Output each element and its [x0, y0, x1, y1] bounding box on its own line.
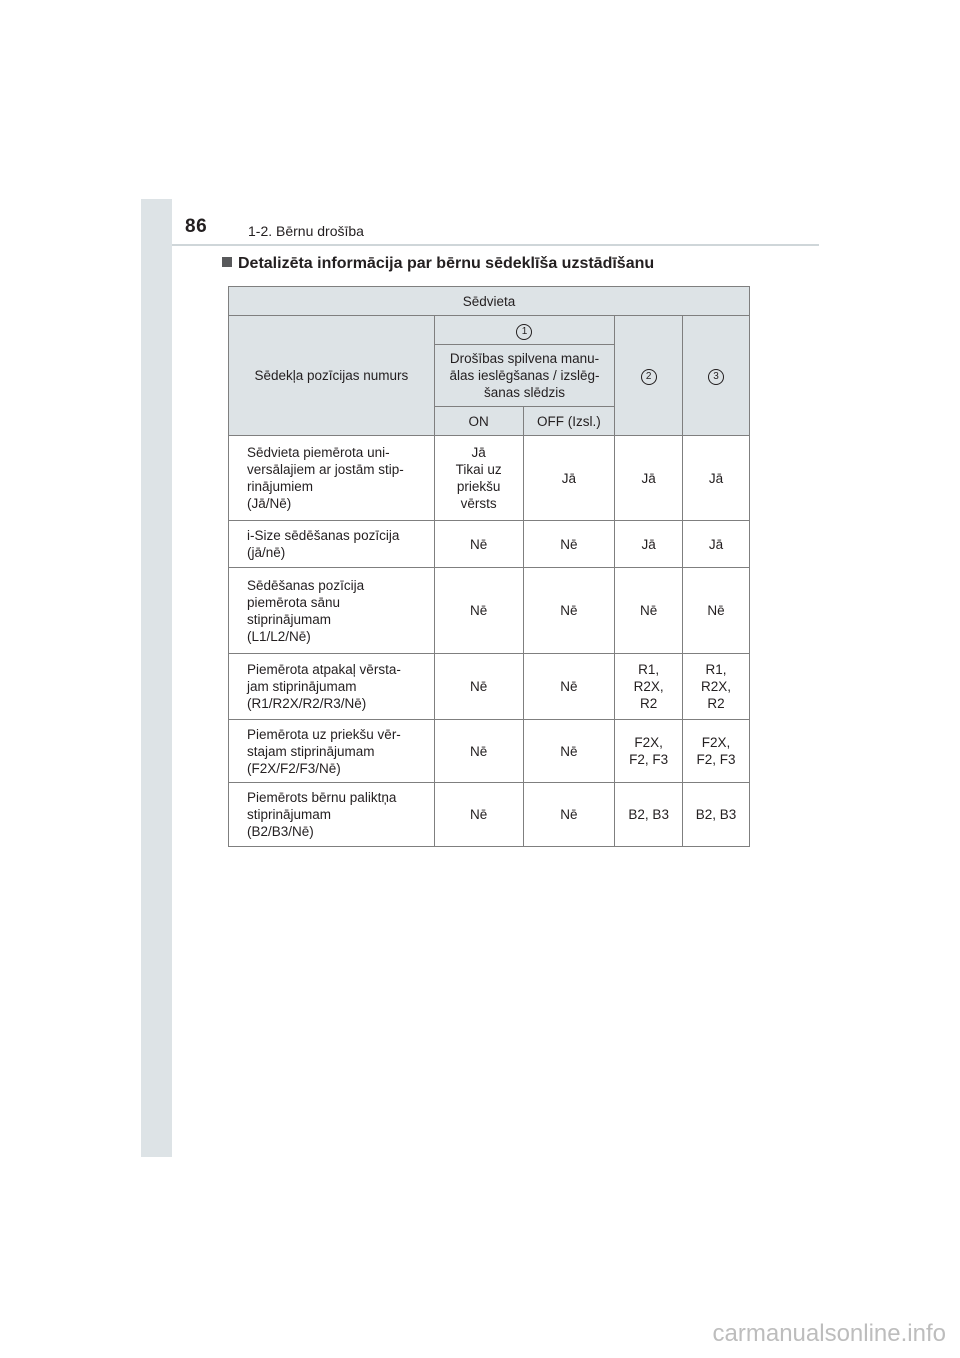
section-heading — [222, 255, 654, 273]
section-title: 1-2. Bērnu drošība — [248, 223, 364, 239]
cell-off: Nē — [523, 720, 615, 783]
seat-header: Sēdvieta — [229, 287, 750, 316]
cell-seat-3: F2X, F2, F3 — [683, 720, 750, 783]
seat-2-number: 2 — [641, 369, 657, 385]
seat-3-header — [683, 316, 750, 436]
table-row — [229, 521, 750, 568]
cell-seat-2: Jā — [615, 436, 683, 521]
row-label: Sēdvieta piemērota uni- versālajiem ar jostām stip- rinājumiem (Jā/Nē) — [229, 436, 435, 521]
cell-seat-2: Jā — [615, 521, 683, 568]
cell-seat-3: R1, R2X, R2 — [683, 654, 750, 720]
cell-on: Nē — [434, 720, 523, 783]
row-label: Sēdēšanas pozīcija piemērota sānu stiprinājumam (L1/L2/Nē) — [229, 568, 435, 654]
table-row — [229, 783, 750, 847]
airbag-on-header: ON — [434, 407, 523, 436]
seat-1-number: 1 — [516, 324, 532, 340]
cell-seat-3: Nē — [683, 568, 750, 654]
airbag-switch-header: Drošības spilvena manu- ālas ieslēgšanas / izslēg- šanas slēdzis — [434, 345, 615, 407]
cell-on: Nē — [434, 521, 523, 568]
cell-on: Nē — [434, 568, 523, 654]
cell-off: Jā — [523, 436, 615, 521]
airbag-off-header: OFF (Izsl.) — [523, 407, 615, 436]
position-number-label: Sēdekļa pozīcijas numurs — [229, 316, 435, 436]
table-row — [229, 436, 750, 521]
table-row — [229, 568, 750, 654]
watermark-text: carmanualsonline.info — [712, 1320, 946, 1347]
cell-seat-3: B2, B3 — [683, 783, 750, 847]
seat-1-header — [434, 316, 615, 345]
cell-seat-3: Jā — [683, 521, 750, 568]
page-number: 86 — [185, 216, 208, 237]
seat-2-header — [615, 316, 683, 436]
cell-seat-2: F2X, F2, F3 — [615, 720, 683, 783]
cell-off: Nē — [523, 783, 615, 847]
cell-on: Nē — [434, 783, 523, 847]
cell-off: Nē — [523, 521, 615, 568]
side-band — [141, 199, 172, 1157]
cell-seat-2: B2, B3 — [615, 783, 683, 847]
cell-seat-3: Jā — [683, 436, 750, 521]
header-divider — [172, 244, 819, 246]
cell-seat-2: Nē — [615, 568, 683, 654]
heading-text: Detalizēta informācija par bērnu sēdeklīša uzstādīšanu — [238, 255, 655, 272]
cell-seat-2: R1, R2X, R2 — [615, 654, 683, 720]
table-row — [229, 720, 750, 783]
cell-off: Nē — [523, 654, 615, 720]
row-label: i-Size sēdēšanas pozīcija (jā/nē) — [229, 521, 435, 568]
row-label: Piemērots bērnu paliktņa stiprinājumam (B2/B3/Nē) — [229, 783, 435, 847]
row-label: Piemērota atpakaļ vērsta- jam stiprinājumam (R1/R2X/R2/R3/Nē) — [229, 654, 435, 720]
child-seat-table — [228, 286, 750, 847]
cell-on: Nē — [434, 654, 523, 720]
cell-off: Nē — [523, 568, 615, 654]
square-bullet-icon — [222, 257, 232, 267]
table-row — [229, 654, 750, 720]
cell-on: Jā Tikai uz priekšu vērsts — [434, 436, 523, 521]
seat-3-number: 3 — [708, 369, 724, 385]
row-label: Piemērota uz priekšu vēr- stajam stiprinājumam (F2X/F2/F3/Nē) — [229, 720, 435, 783]
